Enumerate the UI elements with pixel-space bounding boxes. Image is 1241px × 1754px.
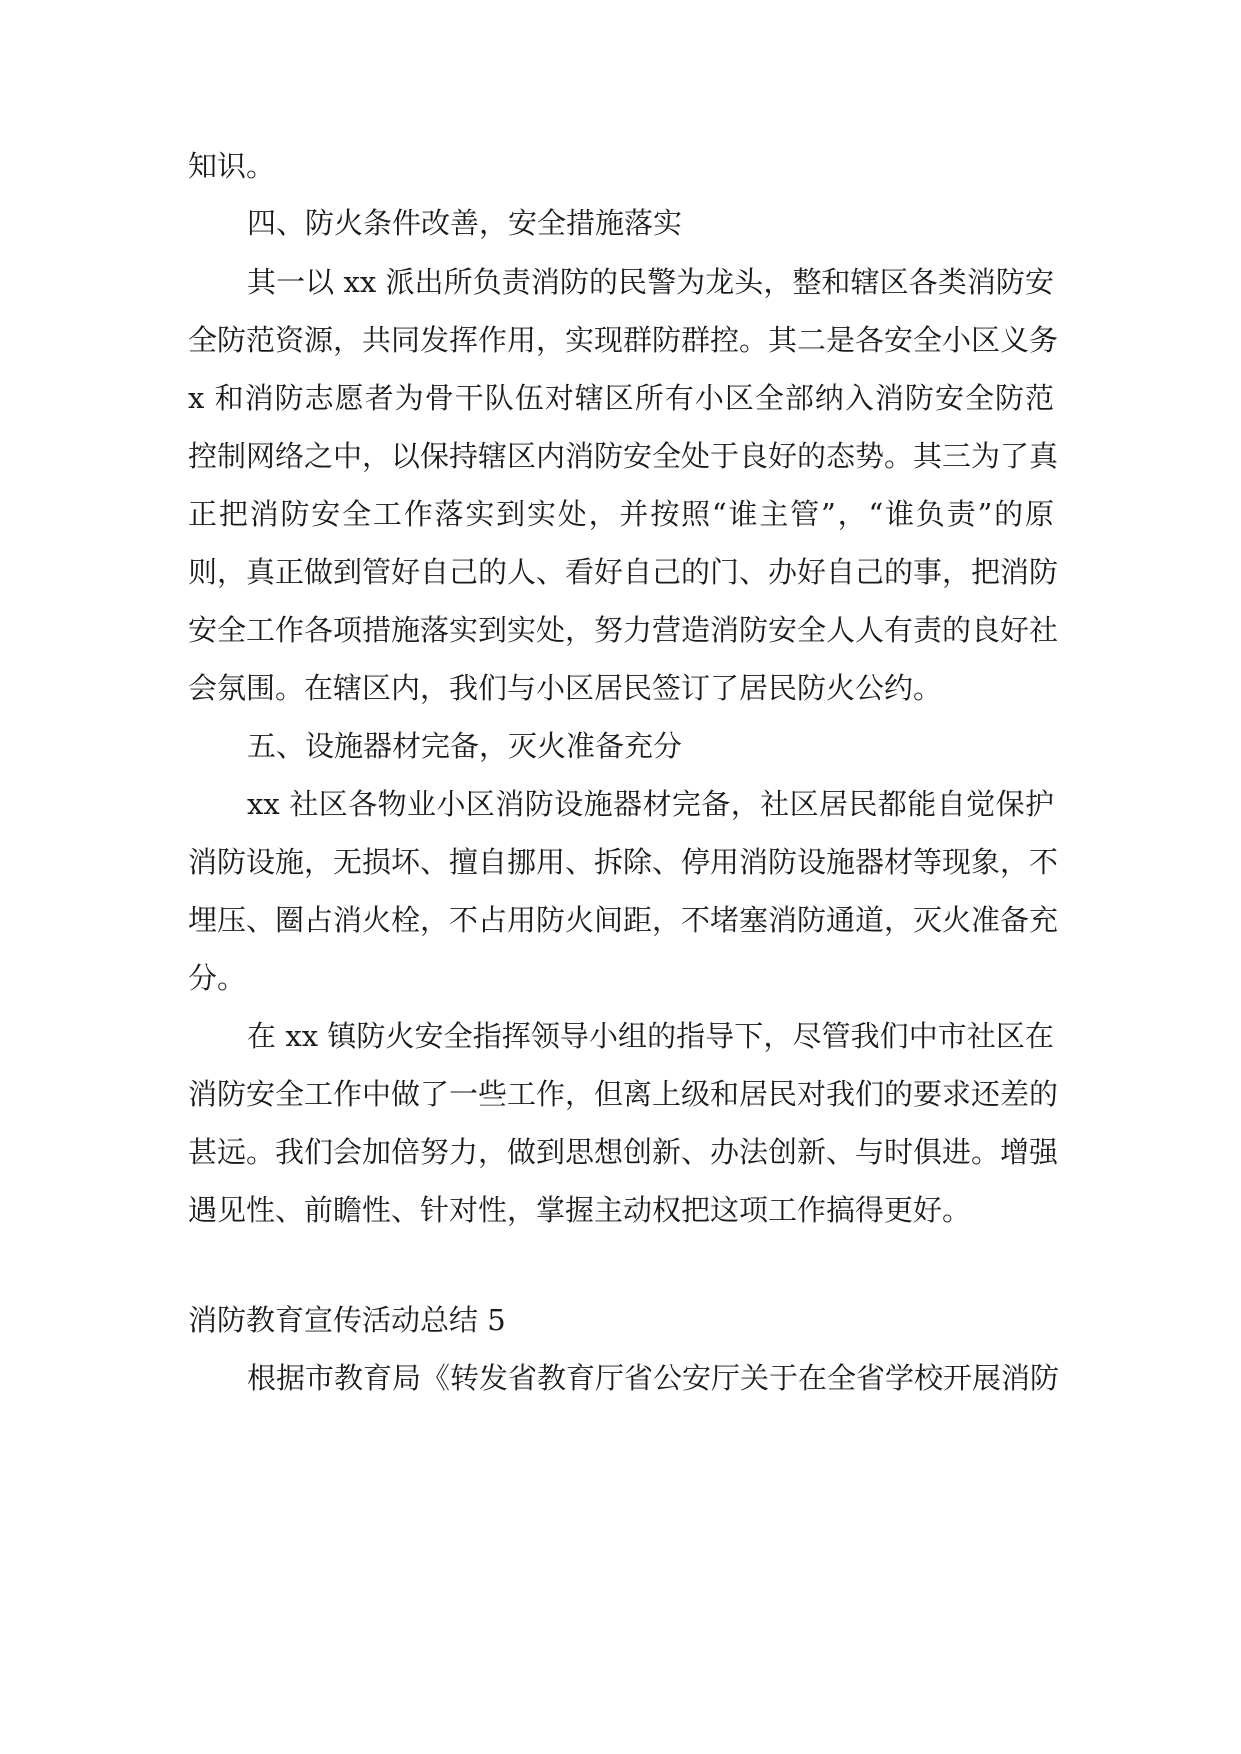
text-line: 正把消防安全工作落实到实处，并按照“谁主管”，“谁负责”的原 — [188, 497, 1054, 531]
text-line: 遇见性、前瞻性、针对性，掌握主动权把这项工作搞得更好。 — [188, 1193, 972, 1227]
text-line: 其一以 xx 派出所负责消防的民警为龙头，整和辖区各类消防安 — [247, 265, 1054, 299]
text-line: 埋压、圈占消火栓，不占用防火间距，不堵塞消防通道，灭火准备充 — [188, 903, 1059, 937]
text-line: 消防设施，无损坏、擅自挪用、拆除、停用消防设施器材等现象，不 — [188, 845, 1059, 879]
text-line: xx 社区各物业小区消防设施器材完备，社区居民都能自觉保护 — [247, 787, 1054, 821]
text-line: 根据市教育局《转发省教育厅省公安厅关于在全省学校开展消防 — [247, 1361, 1060, 1395]
text-line: 控制网络之中，以保持辖区内消防安全处于良好的态势。其三为了真 — [188, 439, 1059, 473]
section-heading-4: 四、防火条件改善，安全措施落实 — [247, 206, 683, 240]
document-title: 消防教育宣传活动总结 5 — [188, 1303, 506, 1337]
text-line: 分。 — [188, 961, 247, 995]
text-line: 知识。 — [188, 149, 276, 183]
text-line: 在 xx 镇防火安全指挥领导小组的指导下，尽管我们中市社区在 — [247, 1019, 1054, 1053]
section-heading-5: 五、设施器材完备，灭火准备充分 — [247, 729, 683, 763]
text-line: 甚远。我们会加倍努力，做到思想创新、办法创新、与时俱进。增强 — [188, 1135, 1059, 1169]
text-line: 安全工作各项措施落实到实处，努力营造消防安全人人有责的良好社 — [188, 613, 1059, 647]
text-line: 消防安全工作中做了一些工作，但离上级和居民对我们的要求还差的 — [188, 1077, 1059, 1111]
text-line: 会氛围。在辖区内，我们与小区居民签订了居民防火公约。 — [188, 671, 943, 705]
text-line: x 和消防志愿者为骨干队伍对辖区所有小区全部纳入消防安全防范 — [188, 381, 1054, 415]
text-line: 则，真正做到管好自己的人、看好自己的门、办好自己的事，把消防 — [188, 555, 1059, 589]
text-line: 全防范资源，共同发挥作用，实现群防群控。其二是各安全小区义务 — [188, 323, 1059, 357]
